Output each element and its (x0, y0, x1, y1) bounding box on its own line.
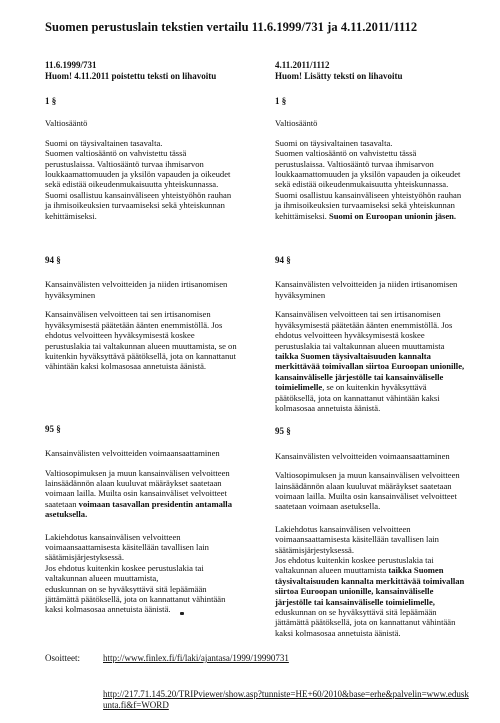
text-line: perustuslaissa. Valtiosääntö turvaa ihmisarvon (275, 158, 434, 169)
text-line: Kansainvälisen velvoitteen tai sen irtisanomisen (45, 309, 211, 320)
text-line: sekä edistää oikeudenmukaisuutta yhteiskunnassa. (45, 179, 219, 190)
text-segment: , se on kuitenkin hyväksyttävä (322, 382, 427, 393)
text-line: ja ihmisoikeuksien turvaamiseksi sekä yhteiskunnan (275, 200, 455, 211)
right-section-94-number: 94 § (275, 255, 291, 266)
left-header-version: 11.6.1999/731 (45, 60, 97, 70)
text-line: Suomi osallistuu kansainväliseen yhteistyöhön rauhan (45, 189, 232, 200)
left-section-95-number: 95 § (45, 423, 61, 434)
text-line: kaksi kolmasosaa annetuista äänistä. (275, 627, 401, 638)
bold-added-text: Suomi on Euroopan unionin jäsen. (328, 210, 457, 221)
text-line: Kansainvälisen velvoitteen tai sen irtisanomisen (275, 309, 441, 320)
text-line: saatetaan voimaan asetuksella. (275, 501, 381, 512)
text-line: kuitenkin hyväksyttävä päätöksellä, jota on kannattanut (45, 350, 236, 361)
bold-added-text: merkittävää toimivallan siirtoa Euroopan unionille, (275, 361, 465, 372)
text-line: vähintään kaksi kolmasosaa annetuista äänistä. (45, 361, 207, 372)
left-section-94-number: 94 § (45, 255, 61, 266)
text-line: hyväksymisestä päätetään äänten enemmistöllä. Jos (45, 319, 223, 330)
text-line: Jos ehdotus kuitenkin koskee perustuslakia tai (45, 562, 204, 573)
right-section-95-heading: Kansainvälisten velvoitteiden voimaansaattaminen (275, 450, 450, 461)
bold-added-text: kansainväliselle järjestölle tai kansainväliselle (275, 371, 444, 382)
left-section-94-text (45, 309, 257, 371)
text-line: Valtiosopimuksen ja muun kansainvälisen velvoitteen (275, 470, 460, 481)
text-line: Lakiehdotus kansainvälisen velvoitteen (45, 531, 181, 542)
left-section-95-text-2 (45, 532, 257, 615)
text-line: Suomi on täysivaltainen tasavalta. (275, 137, 393, 148)
text-line (275, 211, 485, 221)
left-column (45, 60, 257, 615)
left-section-1-heading: Valtiosääntö (45, 118, 88, 129)
text-line: Lakiehdotus kansainvälisen velvoitteen (275, 523, 411, 534)
right-section-1-heading: Valtiosääntö (275, 118, 318, 129)
heading-line: Kansainvälisten velvoitteiden ja niiden irtisanomisen (275, 279, 458, 290)
text-segment: kehittämiseksi. (275, 210, 329, 221)
text-line: kehittämiseksi. (45, 210, 97, 221)
left-header-note: Huom! 4.11.2011 poistettu teksti on lihavoitu (45, 71, 217, 81)
bold-added-text: järjestölle tai kansainväliselle toimielimelle, (275, 596, 435, 607)
left-section-95-text-1 (45, 468, 257, 520)
text-line: voimaansaattamisesta käsitellään tavallisen lain (45, 541, 209, 552)
text-line (45, 499, 257, 509)
text-line: lainsäädännön alaan kuuluvat määräykset saatetaan (275, 480, 452, 491)
heading-line: Kansainvälisten velvoitteiden ja niiden irtisanomisen (45, 279, 228, 290)
text-line: eduskunnan on se hyväksyttävä sitä lepäämään (45, 583, 207, 594)
text-line: loukkaamattomuuden ja yksilön vapauden ja oikeudet (45, 169, 231, 180)
text-line: jättämättä päätöksellä, jota on kannattanut vähintään (275, 617, 456, 628)
right-section-1-number: 1 § (275, 96, 287, 106)
text-line: päätöksellä, jota on kannattanut vähintään kaksi (275, 392, 440, 403)
text-line: ehdotus velvoitteen hyväksymisestä koskee (45, 330, 195, 341)
left-section-95-heading: Kansainvälisten velvoitteiden voimaansaattaminen (45, 448, 220, 459)
left-section-1-text (45, 138, 257, 221)
scan-speck (180, 612, 184, 615)
heading-line: hyväksyminen (275, 289, 326, 300)
bold-added-text: taikka Suomen (388, 565, 444, 576)
text-line (275, 565, 485, 575)
text-line: ehdotus velvoitteen hyväksymisestä koskee (275, 330, 425, 341)
text-line: kolmasosaa annetuista äänistä. (275, 402, 381, 413)
right-section-95-text-1 (275, 470, 485, 512)
text-line: sekä edistää oikeudenmukaisuutta yhteiskunnassa. (275, 179, 449, 190)
bold-added-text: taikka Suomen täysivaltaisuuden kannalta (275, 350, 431, 361)
text-line: lainsäädännön alaan kuuluvat määräykset saatetaan (45, 477, 222, 488)
text-line: eduskunnan on se hyväksyttävä sitä lepäämään (275, 607, 437, 618)
text-line: Valtiosopimuksen ja muun kansainvälisen velvoitteen (45, 467, 230, 478)
right-section-1-text (275, 138, 485, 221)
text-line: ja ihmisoikeuksien turvaamiseksi sekä yhteiskunnan (45, 200, 225, 211)
footer-addresses-label: Osoitteet: (45, 653, 80, 663)
heading-line: hyväksyminen (45, 289, 96, 300)
text-line: Jos ehdotus kuitenkin koskee perustuslakia tai (275, 555, 434, 565)
bold-added-text: toimielimelle (275, 382, 323, 393)
right-section-95-number: 95 § (275, 426, 291, 437)
text-line: perustuslakia tai valtakunnan alueen muuttamista (275, 340, 445, 351)
bold-removed-text: asetuksella. (45, 509, 88, 520)
finlex-link[interactable]: http://www.finlex.fi/fi/laki/ajantasa/1999/19990731 (103, 653, 289, 663)
text-line: Suomi on täysivaltainen tasavalta. (45, 137, 163, 148)
left-section-1-number: 1 § (45, 96, 57, 106)
text-line: valtakunnan alueen muuttamista, (45, 573, 159, 584)
text-line: Suomen valtiosääntö on vahvistettu tässä (45, 148, 187, 159)
text-line: kaksi kolmasosaa annetuista äänistä. (45, 604, 171, 615)
left-section-94-heading (45, 279, 257, 300)
text-line: perustuslakia tai valtakunnan alueen muuttamista, se on (45, 340, 237, 351)
bold-removed-text: voimaan tasavallan presidentin antamalla (78, 498, 232, 509)
text-segment: valtakunnan alueen muuttamista (275, 565, 389, 576)
right-header-version: 4.11.2011/1112 (275, 60, 330, 70)
right-section-94-text (275, 309, 485, 413)
text-line: Suomi osallistuu kansainväliseen yhteistyöhön rauhan (275, 189, 462, 200)
text-line: voimaan lailla. Muilta osin kansainväliset velvoitteet (275, 490, 457, 501)
text-line (275, 382, 485, 392)
text-line: jättämättä päätöksellä, jota on kannattanut vähintään (45, 594, 226, 604)
right-header-note: Huom! Lisätty teksti on lihavoitu (275, 71, 403, 81)
right-section-95-text-2 (275, 524, 485, 638)
right-section-94-heading (275, 279, 485, 300)
text-line: voimaansaattamisesta käsitellään tavallisen lain (275, 534, 439, 545)
text-line: säätämisjärjestyksessä. (275, 544, 354, 555)
text-line: loukkaamattomuuden ja yksilön vapauden ja oikeudet (275, 169, 461, 180)
bold-added-text: täysivaltaisuuden kannalta merkittävää toimivallan (275, 575, 465, 586)
eduskunta-link[interactable]: http://217.71.145.20/TRIPviewer/show.asp?tunniste=HE+60/2010&base=erhe&palvelin=www.eduskunta.fi&f=WORD (103, 689, 469, 710)
bold-added-text: siirtoa Euroopan unionille, kansainväliselle (275, 586, 434, 597)
text-line: voimaan lailla. Muilta osin kansainväliset velvoitteet (45, 488, 227, 499)
text-line: Suomen valtiosääntö on vahvistettu tässä (275, 148, 417, 159)
right-column (275, 60, 485, 638)
text-segment: saatetaan (45, 498, 79, 509)
text-line: säätämisjärjestyksessä. (45, 552, 124, 563)
text-line: perustuslaissa. Valtiosääntö turvaa ihmisarvon (45, 158, 204, 169)
text-line: hyväksymisestä päätetään äänten enemmistöllä. Jos (275, 319, 453, 330)
document-title: Suomen perustuslain tekstien vertailu 11.6.1999/731 ja 4.11.2011/1112 (45, 20, 418, 34)
